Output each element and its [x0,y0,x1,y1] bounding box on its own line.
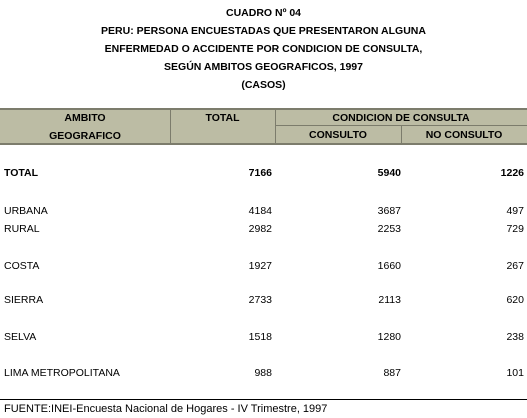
row-label: SIERRA [4,294,44,306]
row-no-consulto-value: 497 [506,205,524,217]
row-consulto-value: 2253 [377,223,401,235]
row-total-value: 7166 [248,167,272,179]
row-no-consulto-value: 267 [506,260,524,272]
header-ambito-line2: GEOGRAFICO [49,130,121,142]
title-line-2: PERU: PERSONA ENCUESTADAS QUE PRESENTARON ALGUNA [101,25,426,37]
source-divider [0,399,527,400]
header-consulto: CONSULTO [309,129,367,141]
table-row [0,292,527,308]
row-consulto-value: 3687 [377,205,401,217]
table-title [0,4,527,94]
row-label: TOTAL [4,167,39,179]
row-consulto-value: 5940 [377,167,401,179]
row-label: COSTA [4,260,40,272]
header-subdivider [275,125,527,126]
title-line-5: (CASOS) [241,79,286,91]
table-row [0,329,527,345]
row-consulto-value: 2113 [378,294,401,306]
row-label: LIMA METROPOLITANA [4,367,120,379]
row-label: RURAL [4,223,40,235]
table-row [0,258,527,274]
row-total-value: 4184 [248,205,272,217]
row-total-value: 2982 [248,223,272,235]
header-ambito-line1: AMBITO [64,112,106,124]
table-row [0,221,527,237]
row-consulto-value: 1660 [377,260,401,272]
row-no-consulto-value: 620 [506,294,524,306]
row-consulto-value: 887 [383,367,401,379]
row-no-consulto-value: 238 [506,331,524,343]
row-total-value: 1927 [248,260,272,272]
header-condicion: CONDICION DE CONSULTA [332,112,470,124]
title-line-1: CUADRO Nº 04 [225,7,301,19]
row-total-value: 2733 [248,294,272,306]
row-label: SELVA [4,331,37,343]
header-total: TOTAL [205,112,240,124]
row-no-consulto-value: 729 [506,223,524,235]
table-header [0,108,527,145]
row-label: URBANA [4,205,48,217]
table-row-total [0,165,527,181]
table-row [0,203,527,219]
row-total-value: 988 [254,367,272,379]
row-consulto-value: 1280 [377,331,401,343]
title-line-4: SEGÚN AMBITOS GEOGRAFICOS, 1997 [164,61,363,73]
title-line-3: ENFERMEDAD O ACCIDENTE POR CONDICION DE CONSULTA, [104,43,423,55]
source-note: FUENTE:INEI-Encuesta Nacional de Hogares - IV Trimestre, 1997 [4,403,328,415]
table-row [0,365,527,381]
data-table [0,108,527,379]
header-no-consulto: NO CONSULTO [425,129,503,141]
row-no-consulto-value: 1226 [500,167,524,179]
row-total-value: 1518 [248,331,272,343]
row-no-consulto-value: 101 [506,367,524,379]
